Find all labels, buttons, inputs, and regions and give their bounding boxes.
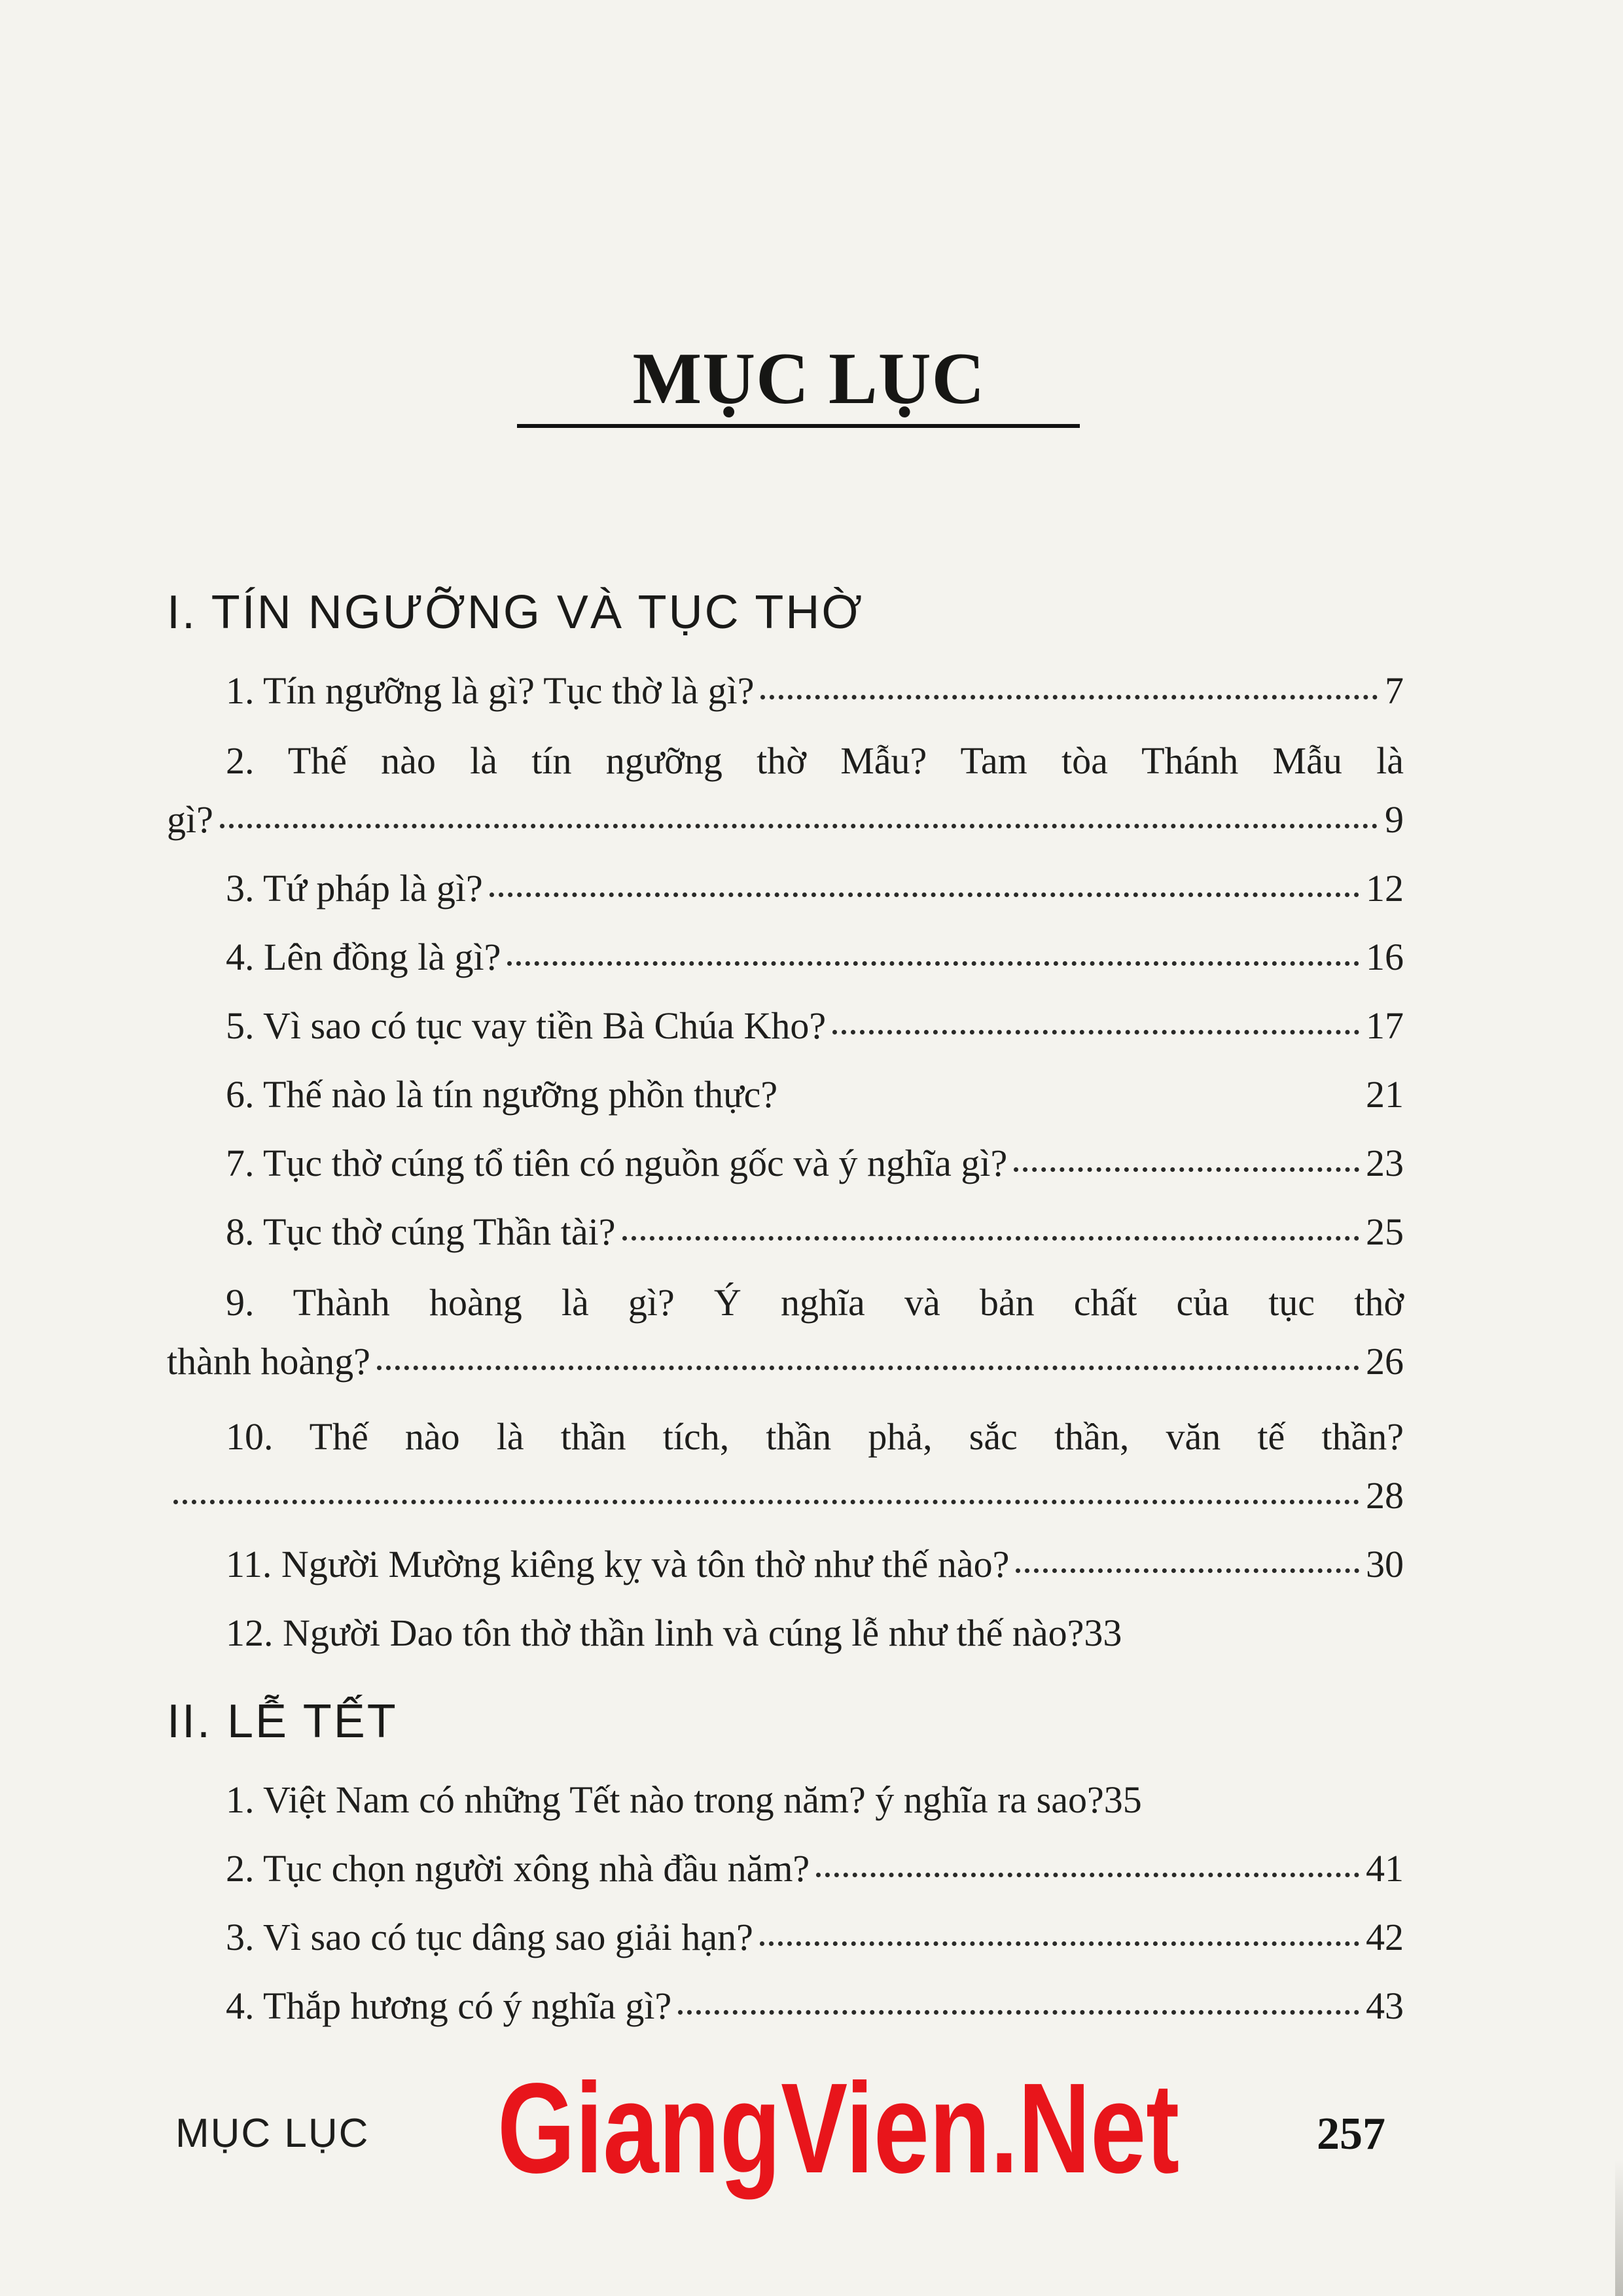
page-edge-shadow [1615,2159,1623,2296]
toc-entry-label: 4. Lên đồng là gì? [226,936,501,978]
toc-entry[interactable] [167,667,1404,715]
toc-entry-continuation[interactable] [167,1338,1404,1385]
toc-entry-label: 7. Tục thờ cúng tổ tiên có nguồn gốc và ý nghĩa gì? [226,1142,1008,1184]
running-head: MỤC LỤC [175,2111,370,2156]
toc-entry-label-cont: thành hoàng? [167,1340,370,1383]
toc-entry[interactable] [167,737,1404,785]
toc-entry[interactable] [167,865,1404,912]
dot-leader [220,824,1378,828]
toc-entry-label: 4. Thắp hương có ý nghĩa gì? [226,1985,672,2027]
toc-entry[interactable] [167,1209,1404,1256]
dot-leader [377,1366,1359,1370]
page-number: 257 [1317,2109,1385,2159]
toc-page-number: 21 [1366,1073,1404,1116]
dot-leader [490,892,1359,897]
toc-entry-continuation[interactable] [167,1472,1404,1519]
toc-entry-label: 3. Vì sao có tục dâng sao giải hạn? [226,1916,753,1958]
toc-entry-label-cont: gì? [167,798,213,841]
toc-entry[interactable] [167,1413,1404,1460]
watermark-logo: GiangVien.Net [497,2057,1180,2200]
toc-page-number: 12 [1366,867,1404,910]
toc-entry-label: 5. Vì sao có tục vay tiền Bà Chúa Kho? [226,1004,827,1047]
dot-leader [173,1500,1359,1504]
toc-entry[interactable] [167,934,1404,981]
toc-entry[interactable] [167,1541,1404,1588]
dot-leader [507,961,1359,966]
section-heading: I. TÍN NGƯỠNG VÀ TỤC THỜ [167,586,865,639]
dot-leader [1016,1568,1359,1573]
toc-entry[interactable] [167,1845,1404,1892]
toc-page-number: 43 [1366,1985,1404,2027]
toc-entry-label: 12. Người Dao tôn thờ thần linh và cúng lễ như thế nào? [226,1612,1084,1654]
toc-page-number: 35 [1103,1778,1142,1821]
toc-entry-label: 3. Tứ pháp là gì? [226,867,483,910]
bleed-through [164,150,1472,224]
toc-page-number: 42 [1366,1916,1404,1958]
toc-entry-label: 9. Thành hoàng là gì? Ý nghĩa và bản chất của tục thờ [226,1281,1404,1324]
dot-leader [760,1941,1359,1946]
dot-leader [832,1030,1359,1034]
dot-leader [622,1236,1360,1241]
toc-entry[interactable] [167,1983,1404,2030]
toc-page-number: 23 [1366,1142,1404,1184]
toc-entry-label: 10. Thế nào là thần tích, thần phả, sắc thần, văn tế thần? [226,1415,1404,1458]
title-underline [517,424,1080,428]
toc-page-number: 30 [1366,1543,1404,1585]
dot-leader [678,2010,1359,2015]
toc-entry[interactable] [167,1914,1404,1961]
toc-page-number: 16 [1366,936,1404,978]
toc-entry[interactable] [167,1279,1404,1326]
toc-entry-label: 2. Thế nào là tín ngưỡng thờ Mẫu? Tam tòa Thánh Mẫu là [226,739,1404,782]
toc-entry[interactable] [167,1140,1404,1187]
toc-entry[interactable] [167,1776,1404,1824]
toc-entry-label: 1. Tín ngưỡng là gì? Tục thờ là gì? [226,669,755,712]
toc-page-number: 33 [1084,1612,1122,1654]
toc-page-number: 7 [1385,669,1404,712]
toc-entry[interactable] [167,1071,1404,1118]
toc-page-number: 9 [1385,798,1404,841]
toc-entry[interactable] [167,1610,1404,1657]
toc-page-number: 28 [1366,1474,1404,1517]
page-title: MỤC LỤC [632,338,986,419]
toc-page-number: 26 [1366,1340,1404,1383]
toc-page-number: 25 [1366,1210,1404,1253]
toc-page-number: 17 [1366,1004,1404,1047]
toc-entry-label: 6. Thế nào là tín ngưỡng phồn thực? [226,1073,778,1116]
toc-entry-label: 1. Việt Nam có những Tết nào trong năm? ý nghĩa ra sao? [226,1778,1104,1821]
dot-leader [816,1873,1359,1877]
toc-entry[interactable] [167,1002,1404,1050]
toc-entry-label: 2. Tục chọn người xông nhà đầu năm? [226,1847,810,1890]
section-heading: II. LỄ TẾT [167,1695,398,1748]
toc-page-number: 41 [1366,1847,1404,1890]
toc-entry-continuation[interactable] [167,796,1404,843]
dot-leader [760,695,1378,699]
toc-entry-label: 11. Người Mường kiêng kỵ và tôn thờ như thế nào? [226,1543,1010,1585]
toc-entry-label: 8. Tục thờ cúng Thần tài? [226,1210,616,1253]
dot-leader [1014,1167,1359,1172]
